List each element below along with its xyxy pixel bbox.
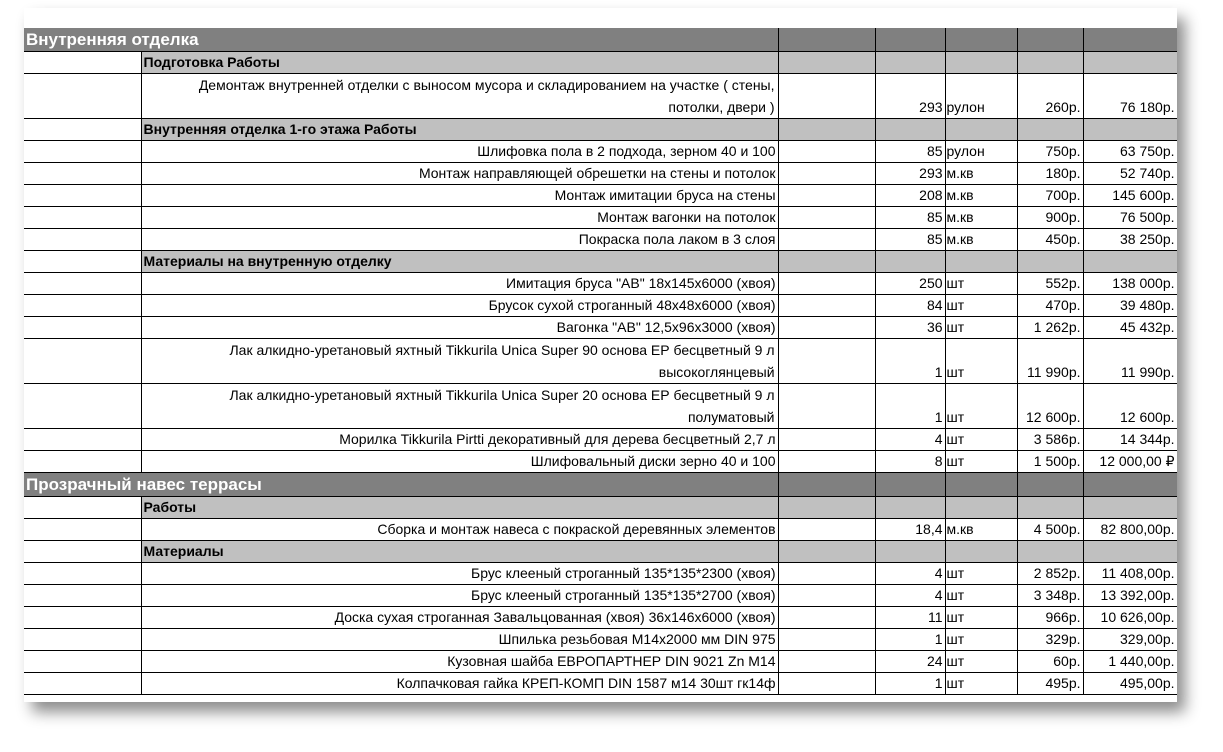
empty-cell[interactable] <box>24 429 141 451</box>
empty-cell[interactable] <box>778 229 875 251</box>
quantity-cell[interactable]: 4 <box>875 429 945 451</box>
group-title[interactable]: Работы <box>141 497 778 519</box>
total-cell[interactable]: 10 626,00р. <box>1083 607 1177 629</box>
empty-cell[interactable] <box>778 607 875 629</box>
group-header-row <box>24 52 1177 74</box>
table-row <box>24 607 1177 629</box>
empty-cell[interactable] <box>778 185 875 207</box>
unit-cell[interactable]: шт <box>945 607 1017 629</box>
item-name-cell[interactable]: Монтаж направляющей обрешетки на стены и потолок <box>141 163 778 185</box>
table-row <box>24 74 1177 119</box>
table-row <box>24 629 1177 651</box>
empty-cell[interactable] <box>24 185 141 207</box>
item-name-cell[interactable]: Брус клееный строганный 135*135*2700 (хвоя) <box>141 585 778 607</box>
empty-cell[interactable] <box>24 651 141 673</box>
empty-cell[interactable] <box>778 541 875 563</box>
empty-cell[interactable] <box>875 251 945 273</box>
table-row <box>24 673 1177 695</box>
empty-cell[interactable] <box>778 119 875 141</box>
table-row <box>24 651 1177 673</box>
total-cell[interactable]: 11 990р. <box>1083 339 1177 384</box>
item-name-cell[interactable]: Брус клееный строганный 135*135*2300 (хвоя) <box>141 563 778 585</box>
empty-cell[interactable] <box>778 52 875 74</box>
total-cell[interactable]: 1 440,00р. <box>1083 651 1177 673</box>
empty-cell[interactable] <box>24 673 141 695</box>
empty-cell[interactable] <box>778 429 875 451</box>
price-cell[interactable]: 60р. <box>1017 651 1083 673</box>
item-name-cell[interactable]: Морилка Tikkurila Pirtti декоративный для дерева бесцветный 2,7 л <box>141 429 778 451</box>
table-row <box>24 585 1177 607</box>
empty-cell[interactable] <box>945 119 1017 141</box>
empty-cell[interactable] <box>24 163 141 185</box>
unit-cell[interactable]: м.кв <box>945 185 1017 207</box>
empty-cell[interactable] <box>24 229 141 251</box>
unit-cell[interactable]: м.кв <box>945 519 1017 541</box>
table-row <box>24 273 1177 295</box>
item-name-cell[interactable]: Шпилька резьбовая М14х2000 мм DIN 975 <box>141 629 778 651</box>
estimate-table <box>24 28 1177 695</box>
price-cell[interactable]: 1 500р. <box>1017 451 1083 473</box>
empty-cell[interactable] <box>24 207 141 229</box>
empty-cell[interactable] <box>778 384 875 429</box>
table-row <box>24 207 1177 229</box>
quantity-cell[interactable]: 84 <box>875 295 945 317</box>
empty-cell[interactable] <box>1017 473 1083 497</box>
empty-cell[interactable] <box>24 141 141 163</box>
total-cell[interactable]: 11 408,00р. <box>1083 563 1177 585</box>
empty-cell[interactable] <box>778 163 875 185</box>
item-name-cell[interactable]: Брусок сухой строганный 48х48х6000 (хвоя) <box>141 295 778 317</box>
empty-cell[interactable] <box>778 519 875 541</box>
total-cell[interactable]: 38 250р. <box>1083 229 1177 251</box>
section-title[interactable]: Прозрачный навес террасы <box>24 473 778 497</box>
empty-cell[interactable] <box>778 585 875 607</box>
item-name-cell[interactable]: Лак алкидно-уретановый яхтный Tikkurila Unica Super 90 основа ЕР бесцветный 9 л высокоглянцевый <box>141 339 778 384</box>
empty-cell[interactable] <box>24 629 141 651</box>
unit-cell[interactable]: шт <box>945 429 1017 451</box>
price-cell[interactable]: 12 600р. <box>1017 384 1083 429</box>
unit-cell[interactable]: шт <box>945 629 1017 651</box>
empty-cell[interactable] <box>778 473 875 497</box>
price-cell[interactable]: 2 852р. <box>1017 563 1083 585</box>
empty-cell[interactable] <box>778 273 875 295</box>
section-title[interactable]: Внутренняя отделка <box>24 28 778 52</box>
item-name-cell[interactable]: Кузовная шайба ЕВРОПАРТНЕР DIN 9021 Zn М14 <box>141 651 778 673</box>
unit-cell[interactable]: шт <box>945 451 1017 473</box>
item-name-cell[interactable]: Шлифовка пола в 2 подхода, зерном 40 и 100 <box>141 141 778 163</box>
empty-cell[interactable] <box>778 451 875 473</box>
total-cell[interactable]: 12 000,00 ₽ <box>1083 451 1177 473</box>
empty-cell[interactable] <box>778 141 875 163</box>
empty-cell[interactable] <box>1017 28 1083 52</box>
unit-cell[interactable]: шт <box>945 339 1017 384</box>
quantity-cell[interactable]: 85 <box>875 141 945 163</box>
unit-cell[interactable]: шт <box>945 317 1017 339</box>
price-cell[interactable]: 4 500р. <box>1017 519 1083 541</box>
empty-cell[interactable] <box>24 519 141 541</box>
quantity-cell[interactable]: 293 <box>875 74 945 119</box>
price-cell[interactable]: 3 348р. <box>1017 585 1083 607</box>
empty-cell[interactable] <box>24 451 141 473</box>
group-header-row <box>24 541 1177 563</box>
empty-cell[interactable] <box>24 497 141 519</box>
table-row <box>24 295 1177 317</box>
empty-cell[interactable] <box>945 251 1017 273</box>
price-cell[interactable]: 180р. <box>1017 163 1083 185</box>
unit-cell[interactable]: м.кв <box>945 207 1017 229</box>
empty-cell[interactable] <box>945 52 1017 74</box>
empty-cell[interactable] <box>24 295 141 317</box>
item-name-cell[interactable]: Шлифовальный диски зерно 40 и 100 <box>141 451 778 473</box>
total-cell[interactable]: 12 600р. <box>1083 384 1177 429</box>
empty-cell[interactable] <box>778 497 875 519</box>
empty-cell[interactable] <box>1083 541 1177 563</box>
empty-cell[interactable] <box>1083 28 1177 52</box>
empty-cell[interactable] <box>1017 119 1083 141</box>
empty-cell[interactable] <box>875 473 945 497</box>
empty-cell[interactable] <box>778 651 875 673</box>
unit-cell[interactable]: шт <box>945 673 1017 695</box>
price-cell[interactable]: 260р. <box>1017 74 1083 119</box>
empty-cell[interactable] <box>1017 541 1083 563</box>
total-cell[interactable]: 76 180р. <box>1083 74 1177 119</box>
item-name-cell[interactable]: Монтаж вагонки на потолок <box>141 207 778 229</box>
empty-cell[interactable] <box>24 563 141 585</box>
total-cell[interactable]: 329,00р. <box>1083 629 1177 651</box>
quantity-cell[interactable]: 293 <box>875 163 945 185</box>
group-title[interactable]: Подготовка Работы <box>141 52 778 74</box>
price-cell[interactable]: 329р. <box>1017 629 1083 651</box>
empty-cell[interactable] <box>778 74 875 119</box>
empty-cell[interactable] <box>875 28 945 52</box>
empty-cell[interactable] <box>24 119 141 141</box>
empty-cell[interactable] <box>1083 497 1177 519</box>
empty-cell[interactable] <box>1083 52 1177 74</box>
spreadsheet <box>24 8 1177 702</box>
table-row <box>24 317 1177 339</box>
total-cell[interactable]: 14 344р. <box>1083 429 1177 451</box>
table-row <box>24 519 1177 541</box>
empty-cell[interactable] <box>24 317 141 339</box>
quantity-cell[interactable]: 4 <box>875 563 945 585</box>
table-row <box>24 185 1177 207</box>
quantity-cell[interactable]: 208 <box>875 185 945 207</box>
empty-cell[interactable] <box>778 207 875 229</box>
item-name-cell[interactable]: Доска сухая строганная Завальцованная (хвоя) 36х146х6000 (хвоя) <box>141 607 778 629</box>
item-name-cell[interactable]: Сборка и монтаж навеса с покраской деревянных элементов <box>141 519 778 541</box>
item-name-cell[interactable]: Покраска пола лаком в 3 слоя <box>141 229 778 251</box>
table-row <box>24 229 1177 251</box>
empty-cell[interactable] <box>24 251 141 273</box>
unit-cell[interactable]: шт <box>945 273 1017 295</box>
empty-cell[interactable] <box>1017 251 1083 273</box>
quantity-cell[interactable]: 1 <box>875 629 945 651</box>
unit-cell[interactable]: шт <box>945 295 1017 317</box>
empty-cell[interactable] <box>24 541 141 563</box>
price-cell[interactable]: 552р. <box>1017 273 1083 295</box>
empty-cell[interactable] <box>945 473 1017 497</box>
quantity-cell[interactable]: 85 <box>875 207 945 229</box>
empty-cell[interactable] <box>778 673 875 695</box>
unit-cell[interactable]: шт <box>945 651 1017 673</box>
price-cell[interactable]: 750р. <box>1017 141 1083 163</box>
empty-cell[interactable] <box>1017 497 1083 519</box>
empty-cell[interactable] <box>1083 119 1177 141</box>
empty-cell[interactable] <box>778 339 875 384</box>
total-cell[interactable]: 82 800,00р. <box>1083 519 1177 541</box>
empty-cell[interactable] <box>778 295 875 317</box>
group-header-row <box>24 251 1177 273</box>
empty-cell[interactable] <box>875 497 945 519</box>
table-row <box>24 339 1177 384</box>
table-row <box>24 163 1177 185</box>
quantity-cell[interactable]: 8 <box>875 451 945 473</box>
unit-cell[interactable]: м.кв <box>945 229 1017 251</box>
price-cell[interactable]: 966р. <box>1017 607 1083 629</box>
price-cell[interactable]: 900р. <box>1017 207 1083 229</box>
total-cell[interactable]: 138 000р. <box>1083 273 1177 295</box>
empty-cell[interactable] <box>778 251 875 273</box>
item-name-cell[interactable]: Колпачковая гайка КРЕП-КОМП DIN 1587 м14 30шт гк14ф <box>141 673 778 695</box>
total-cell[interactable]: 145 600р. <box>1083 185 1177 207</box>
unit-cell[interactable]: шт <box>945 585 1017 607</box>
empty-cell[interactable] <box>875 52 945 74</box>
group-title[interactable]: Внутренняя отделка 1-го этажа Работы <box>141 119 778 141</box>
table-row <box>24 141 1177 163</box>
quantity-cell[interactable]: 1 <box>875 384 945 429</box>
quantity-cell[interactable]: 1 <box>875 339 945 384</box>
quantity-cell[interactable]: 1 <box>875 673 945 695</box>
quantity-cell[interactable]: 250 <box>875 273 945 295</box>
section-header-row <box>24 28 1177 52</box>
unit-cell[interactable]: рулон <box>945 74 1017 119</box>
empty-cell[interactable] <box>24 607 141 629</box>
price-cell[interactable]: 11 990р. <box>1017 339 1083 384</box>
item-name-cell[interactable]: Монтаж имитации бруса на стены <box>141 185 778 207</box>
table-row <box>24 451 1177 473</box>
group-title[interactable]: Материалы <box>141 541 778 563</box>
total-cell[interactable]: 63 750р. <box>1083 141 1177 163</box>
quantity-cell[interactable]: 85 <box>875 229 945 251</box>
total-cell[interactable]: 76 500р. <box>1083 207 1177 229</box>
total-cell[interactable]: 495,00р. <box>1083 673 1177 695</box>
group-header-row <box>24 119 1177 141</box>
empty-cell[interactable] <box>24 273 141 295</box>
empty-cell[interactable] <box>24 384 141 429</box>
unit-cell[interactable]: м.кв <box>945 163 1017 185</box>
unit-cell[interactable]: шт <box>945 384 1017 429</box>
price-cell[interactable]: 3 586р. <box>1017 429 1083 451</box>
item-name-cell[interactable]: Вагонка "АВ" 12,5х96х3000 (хвоя) <box>141 317 778 339</box>
empty-cell[interactable] <box>945 28 1017 52</box>
price-cell[interactable]: 495р. <box>1017 673 1083 695</box>
item-name-cell[interactable]: Демонтаж внутренней отделки с выносом мусора и складированием на участке ( стены, потолки, двери ) <box>141 74 778 119</box>
unit-cell[interactable]: шт <box>945 563 1017 585</box>
empty-cell[interactable] <box>875 119 945 141</box>
empty-cell[interactable] <box>945 541 1017 563</box>
unit-cell[interactable]: рулон <box>945 141 1017 163</box>
price-cell[interactable]: 450р. <box>1017 229 1083 251</box>
quantity-cell[interactable]: 11 <box>875 607 945 629</box>
cut-off-header-row <box>24 8 1177 29</box>
item-name-cell[interactable]: Имитация бруса "АВ" 18х145х6000 (хвоя) <box>141 273 778 295</box>
empty-cell[interactable] <box>875 541 945 563</box>
item-name-cell[interactable]: Лак алкидно-уретановый яхтный Tikkurila Unica Super 20 основа ЕР бесцветный 9 л полуматовый <box>141 384 778 429</box>
empty-cell[interactable] <box>24 52 141 74</box>
table-row <box>24 429 1177 451</box>
empty-cell[interactable] <box>24 339 141 384</box>
total-cell[interactable]: 45 432р. <box>1083 317 1177 339</box>
empty-cell[interactable] <box>1083 251 1177 273</box>
empty-cell[interactable] <box>778 28 875 52</box>
empty-cell[interactable] <box>1083 473 1177 497</box>
total-cell[interactable]: 39 480р. <box>1083 295 1177 317</box>
price-cell[interactable]: 1 262р. <box>1017 317 1083 339</box>
empty-cell[interactable] <box>24 74 141 119</box>
quantity-cell[interactable]: 36 <box>875 317 945 339</box>
table-row <box>24 563 1177 585</box>
empty-cell[interactable] <box>778 629 875 651</box>
total-cell[interactable]: 52 740р. <box>1083 163 1177 185</box>
group-title[interactable]: Материалы на внутренную отделку <box>141 251 778 273</box>
section-header-row <box>24 473 1177 497</box>
empty-cell[interactable] <box>24 585 141 607</box>
empty-cell[interactable] <box>1017 52 1083 74</box>
price-cell[interactable]: 470р. <box>1017 295 1083 317</box>
table-row <box>24 384 1177 429</box>
empty-cell[interactable] <box>778 317 875 339</box>
empty-cell[interactable] <box>945 497 1017 519</box>
group-header-row <box>24 497 1177 519</box>
empty-cell[interactable] <box>778 563 875 585</box>
total-cell[interactable]: 13 392,00р. <box>1083 585 1177 607</box>
quantity-cell[interactable]: 24 <box>875 651 945 673</box>
quantity-cell[interactable]: 18,4 <box>875 519 945 541</box>
price-cell[interactable]: 700р. <box>1017 185 1083 207</box>
quantity-cell[interactable]: 4 <box>875 585 945 607</box>
